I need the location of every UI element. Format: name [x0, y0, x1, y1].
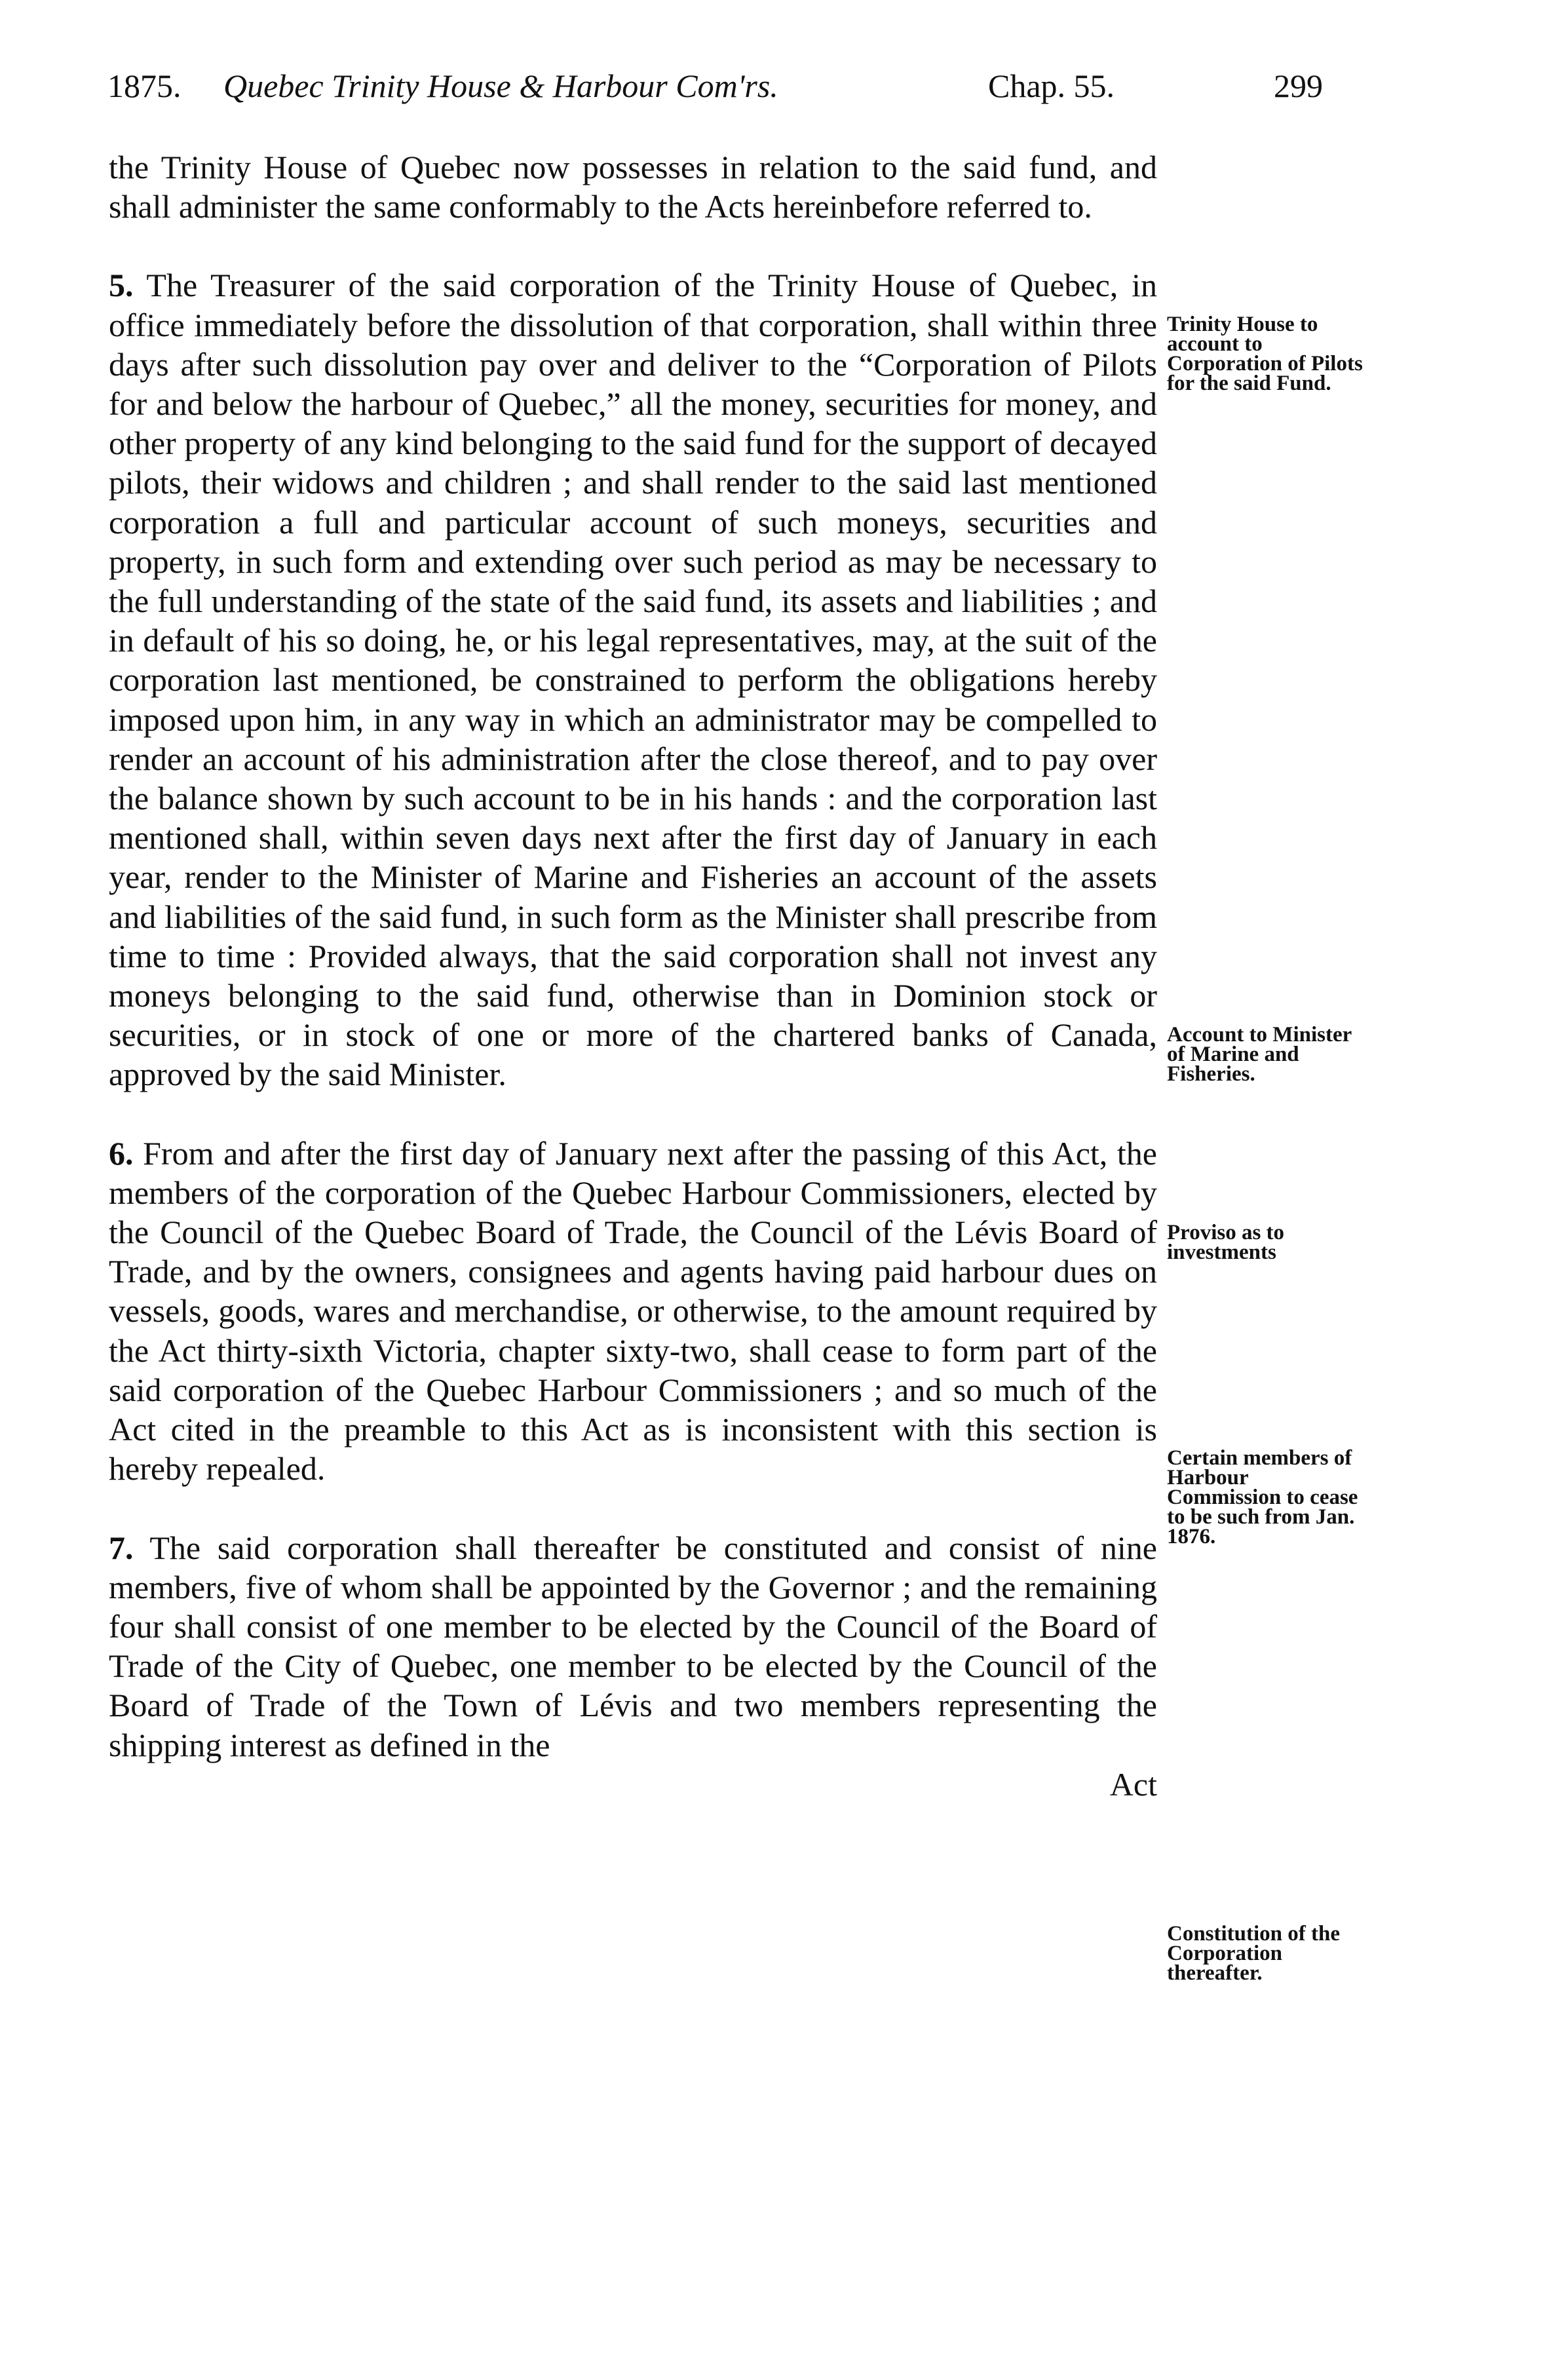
sidenote-proviso-investments: Proviso as to investments — [1167, 1221, 1285, 1264]
section-number: 7. — [109, 1529, 134, 1566]
section-7 — [109, 1528, 1157, 1765]
section-number: 5. — [109, 267, 134, 304]
section-text: From and after the first day of January next after the passing of this Act, the members of the corporation of the Quebec Harbour Commissioners, elected by the Council of the Quebec Board of Trade, the Council of the Lévis Board of Trade, and by the owners, consignees and agents having paid harbour dues on vessels, goods, wares and merchandise, or otherwise, to the amount required by the Act thirty-sixth Victoria, chapter sixty-two, shall cease to form part of the said corporation of the Quebec Harbour Commissioners ; and so much of the Act cited in the preamble to this Act as is inconsistent with this section is hereby repealed. — [109, 1134, 1157, 1488]
section-text: The Treasurer of the said corporation of the Trinity House of Quebec, in office immediately before the dissolution of that corporation, shall within three days after such dissolution pay over and deliver to the “Corporation of Pilots for and below the harbour of Quebec,” all the money, securities for money, and other property of any kind belonging to the said fund for the support of decayed pilots, their widows and children ; and shall render to the said last mentioned corporation a full and particular account of such moneys, securities and property, in such form and extending over such period as may be necessary to the full understanding of the state of the said fund, its assets and liabilities ; and in default of his so doing, he, or his legal representatives, may, at the suit of the corporation last mentioned, be constrained to perform the obligations hereby imposed upon him, in any way in which an administrator may be compelled to render an account of his administration after the close thereof, and to pay over the balance shown by such account to be in his hands : and the corporation last mentioned shall, within seven days next after the first day of January in each year, render to the Minister of Marine and Fisheries an account of the assets and liabilities of the said fund, in such form as the Minister shall prescribe from time to time : Provided always, that the said corporation shall not invest any moneys belonging to the said fund, otherwise than in Dominion stock or securities, or in stock of one or more of the chartered banks of Canada, approved by the said Minister. — [109, 267, 1157, 1093]
sidenote-constitution: Constitution of the Corporation thereafter. — [1167, 1922, 1341, 1985]
catchword: Act — [1109, 1765, 1157, 1803]
header-running-title: Quebec Trinity House & Harbour Com'rs. — [223, 67, 778, 104]
section-5 — [109, 265, 1157, 1094]
sidenote-account-to-minister: Account to Minister of Marine and Fisheries. — [1167, 1023, 1352, 1086]
page-number: 299 — [1274, 67, 1323, 104]
sidenote-trinity-house-account: Trinity House to account to Corporation of Pilots for the said Fund. — [1167, 313, 1363, 395]
section-number: 6. — [109, 1134, 134, 1172]
sidenote-certain-members-cease: Certain members of Harbour Commission to cease to be such from Jan. 1876. — [1167, 1446, 1358, 1548]
body-text — [109, 147, 1157, 1804]
header-year: 1875. — [107, 67, 181, 104]
header-chapter: Chap. 55. — [988, 67, 1115, 104]
paragraph-text: the Trinity House of Quebec now possesses in relation to the said fund, and shall administer the same conformably to the Acts hereinbefore referred to. — [109, 149, 1157, 225]
running-header — [107, 63, 1346, 109]
section-text: The said corporation shall thereafter be constituted and consist of nine members, five of whom shall be appointed by the Governor ; and the remaining four shall consist of one member to be elected by the Council of the Board of Trade of the City of Quebec, one member to be elected by the Council of the Board of Trade of the Town of Lévis and two members representing the shipping interest as defined in the — [109, 1529, 1157, 1763]
paragraph-continued — [109, 147, 1157, 226]
section-6 — [109, 1134, 1157, 1489]
